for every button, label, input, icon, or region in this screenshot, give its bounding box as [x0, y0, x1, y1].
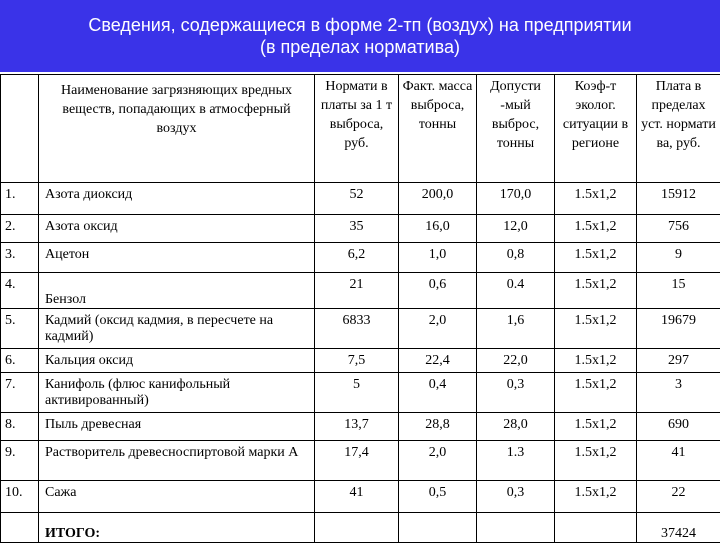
allowed-value: 22,0 — [477, 349, 555, 373]
coef-value: 1.5x1,2 — [555, 373, 637, 413]
row-number: 3. — [1, 243, 39, 273]
col-header-pay: Плата в пределах уст. нормати ва, руб. — [637, 75, 720, 183]
coef-value: 1.5x1,2 — [555, 215, 637, 243]
col-header-allowed: Допусти -мый выброс, тонны — [477, 75, 555, 183]
col-header-number — [1, 75, 39, 183]
norm-value: 35 — [315, 215, 399, 243]
allowed-value: 0,8 — [477, 243, 555, 273]
norm-value: 17,4 — [315, 441, 399, 481]
total-empty-cell — [477, 513, 555, 543]
table-row — [1, 215, 720, 243]
table-row — [1, 273, 720, 309]
row-number: 5. — [1, 309, 39, 349]
substance-name: Кадмий (оксид кадмия, в пересчете на кадмий) — [39, 309, 315, 349]
total-pay: 37424 — [637, 513, 720, 543]
col-header-fact: Факт. масса выброса, тонны — [399, 75, 477, 183]
allowed-value: 12,0 — [477, 215, 555, 243]
row-number: 4. — [1, 273, 39, 309]
table-row — [1, 373, 720, 413]
pay-value: 9 — [637, 243, 720, 273]
table-row — [1, 309, 720, 349]
allowed-value: 1,6 — [477, 309, 555, 349]
fact-value: 2,0 — [399, 441, 477, 481]
substance-name: Канифоль (флюс канифольный активированный) — [39, 373, 315, 413]
pay-value: 15912 — [637, 183, 720, 215]
substance-name: Сажа — [39, 481, 315, 513]
pay-value: 690 — [637, 413, 720, 441]
table-row — [1, 441, 720, 481]
row-number: 10. — [1, 481, 39, 513]
total-empty-cell — [399, 513, 477, 543]
coef-value: 1.5x1,2 — [555, 481, 637, 513]
row-number: 6. — [1, 349, 39, 373]
table-row — [1, 243, 720, 273]
allowed-value: 0.4 — [477, 273, 555, 309]
norm-value: 13,7 — [315, 413, 399, 441]
fact-value: 16,0 — [399, 215, 477, 243]
fact-value: 200,0 — [399, 183, 477, 215]
fact-value: 28,8 — [399, 413, 477, 441]
fact-value: 0,5 — [399, 481, 477, 513]
allowed-value: 28,0 — [477, 413, 555, 441]
allowed-value: 0,3 — [477, 481, 555, 513]
row-number: 1. — [1, 183, 39, 215]
fact-value: 2,0 — [399, 309, 477, 349]
norm-value: 41 — [315, 481, 399, 513]
substance-name: Азота оксид — [39, 215, 315, 243]
coef-value: 1.5x1,2 — [555, 243, 637, 273]
coef-value: 1.5x1,2 — [555, 309, 637, 349]
substance-name: Азота диоксид — [39, 183, 315, 215]
coef-value: 1.5x1,2 — [555, 413, 637, 441]
header-row — [1, 75, 720, 183]
fact-value: 22,4 — [399, 349, 477, 373]
slide-title — [0, 0, 720, 72]
row-number: 7. — [1, 373, 39, 413]
pay-value: 19679 — [637, 309, 720, 349]
row-number: 8. — [1, 413, 39, 441]
col-header-coef: Коэф-т эколог. ситуации в регионе — [555, 75, 637, 183]
row-number: 2. — [1, 215, 39, 243]
emissions-table — [0, 74, 720, 543]
coef-value: 1.5x1,2 — [555, 273, 637, 309]
substance-name: Пыль древесная — [39, 413, 315, 441]
col-header-substance: Наименование загрязняющих вредных веществ, попадающих в атмосферный воздух — [39, 75, 315, 183]
substance-name: Бензол — [39, 273, 315, 309]
substance-name: Ацетон — [39, 243, 315, 273]
fact-value: 0,6 — [399, 273, 477, 309]
allowed-value: 170,0 — [477, 183, 555, 215]
allowed-value: 0,3 — [477, 373, 555, 413]
norm-value: 6833 — [315, 309, 399, 349]
fact-value: 0,4 — [399, 373, 477, 413]
pay-value: 3 — [637, 373, 720, 413]
norm-value: 6,2 — [315, 243, 399, 273]
norm-value: 5 — [315, 373, 399, 413]
row-number: 9. — [1, 441, 39, 481]
coef-value: 1.5x1,2 — [555, 183, 637, 215]
table-row — [1, 349, 720, 373]
substance-name: Кальция оксид — [39, 349, 315, 373]
pay-value: 297 — [637, 349, 720, 373]
pay-value: 22 — [637, 481, 720, 513]
total-empty-cell — [315, 513, 399, 543]
allowed-value: 1.3 — [477, 441, 555, 481]
table-row — [1, 183, 720, 215]
total-number — [1, 513, 39, 543]
total-label: ИТОГО: — [39, 513, 315, 543]
coef-value: 1.5x1,2 — [555, 349, 637, 373]
fact-value: 1,0 — [399, 243, 477, 273]
norm-value: 7,5 — [315, 349, 399, 373]
table-row — [1, 481, 720, 513]
pay-value: 756 — [637, 215, 720, 243]
col-header-norm: Нормати в платы за 1 т выброса, руб. — [315, 75, 399, 183]
table-body — [1, 183, 720, 543]
coef-value: 1.5x1,2 — [555, 441, 637, 481]
total-empty-cell — [555, 513, 637, 543]
pay-value: 15 — [637, 273, 720, 309]
title-line-1: Сведения, содержащиеся в форме 2-тп (воздух) на предприятии — [0, 14, 720, 36]
total-row — [1, 513, 720, 543]
substance-name: Растворитель древесноспиртовой марки А — [39, 441, 315, 481]
table-row — [1, 413, 720, 441]
pay-value: 41 — [637, 441, 720, 481]
norm-value: 52 — [315, 183, 399, 215]
title-line-2: (в пределах норматива) — [0, 36, 720, 58]
norm-value: 21 — [315, 273, 399, 309]
